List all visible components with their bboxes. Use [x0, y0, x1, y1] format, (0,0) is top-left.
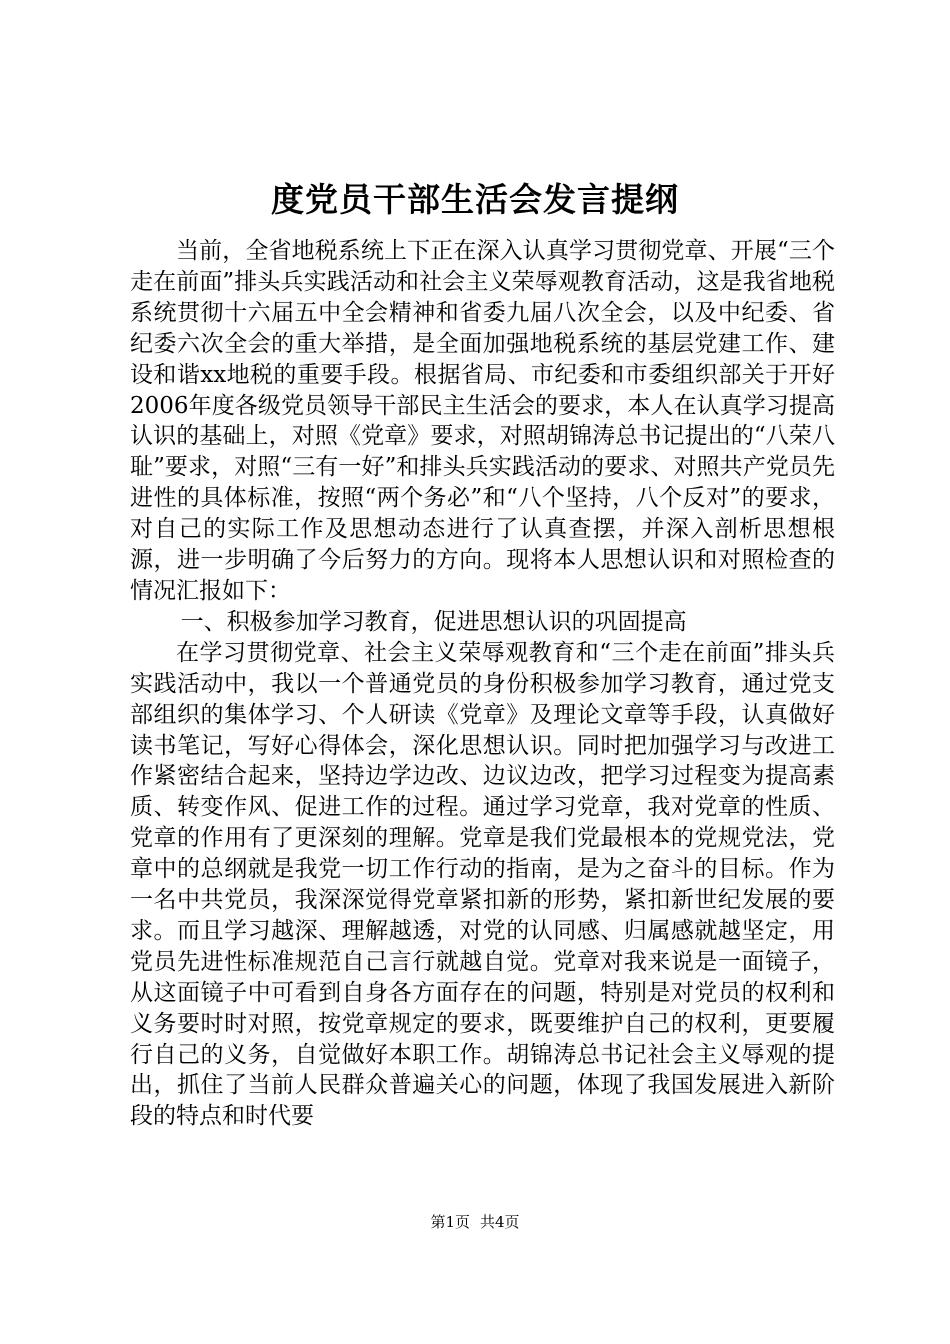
paragraph-section-1: 在学习贯彻党章、社会主义荣辱观教育和“三个走在前面”排头兵实践活动中，我以一个普通党员的身份积极参加学习教育，通过党支部组织的集体学习、个人研读《党章》及理论文章等手段，认真做好读书笔记，写好心得体会，深化思想认识。同时把加强学习与改进工作紧密结合起来，坚持边学边改、边议边改，把学习过程变为提高素质、转变作风、促进工作的过程。通过学习党章，我对党章的性质、党章的作用有了更深刻的理解。党章是我们党最根本的党规党法，党章中的总纲就是我党一切工作行动的指南，是为之奋斗的目标。作为一名中共党员，我深深觉得党章紧扣新的形势，紧扣新世纪发展的要求。而且学习越深、理解越透，对党的认同感、归属感就越坚定，用党员先进性标准规范自己言行就越自觉。党章对我来说是一面镜子，从这面镜子中可看到自身各方面存在的问题，特别是对党员的权利和义务要时时对照，按党章规定的要求，既要维护自己的权利，更要履行自己的义务，自觉做好本职工作。胡锦涛总书记社会主义辱观的提出，抓住了当前人民群众普遍关心的问题，体现了我国发展进入新阶段的特点和时代要	[130, 639, 835, 1130]
document-title: 度党员干部生活会发言提纲	[271, 180, 679, 219]
page-total: 共4页	[480, 1213, 520, 1231]
paragraph-intro: 当前，全省地税系统上下正在深入认真学习贯彻党章、开展“三个走在前面”排头兵实践活动和社会主义荣辱观教育活动，这是我省地税系统贯彻十六届五中全会精神和省委九届八次全会，以及中纪委、省纪委六次全会的重大举措，是全面加强地税系统的基层党建工作、建设和谐xx地税的重要手段。根据省局、市纪委和市委组织部关于开好2006年度各级党员领导干部民主生活会的要求，本人在认真学习提高认识的基础上，对照《党章》要求，对照胡锦涛总书记提出的“八荣八耻”要求，对照“三有一好”和排头兵实践活动的要求、对照共产党员先进性的具体标准，按照“两个务必”和“八个坚持，八个反对”的要求，对自己的实际工作及思想动态进行了认真查摆，并深入剖析思想根源，进一步明确了今后努力的方向。现将本人思想认识和对照检查的情况汇报如下：	[130, 238, 835, 604]
document-body	[130, 236, 835, 1132]
page-footer	[0, 1212, 950, 1232]
page-number: 第1页	[430, 1213, 470, 1231]
section-heading-1: 一、积极参加学习教育，促进思想认识的巩固提高	[180, 608, 687, 635]
